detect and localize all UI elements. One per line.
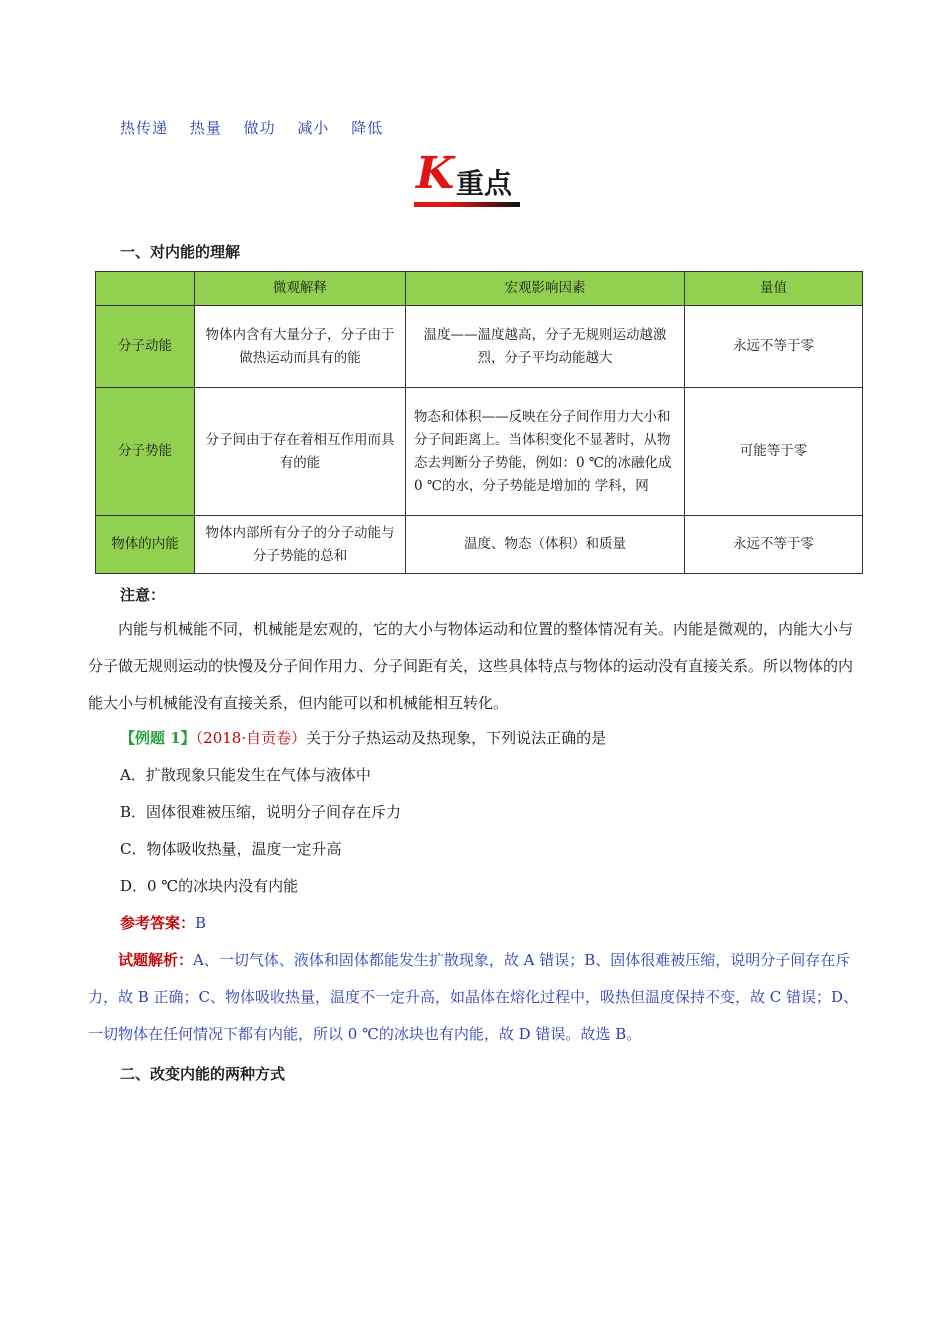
option-d: D．0 ℃的冰块内没有内能 — [120, 877, 299, 895]
table-cell: 物态和体积——反映在分子间作用力大小和分子间距离上。当体积变化不显著时，从物态去判断分子势能，例如：0 ℃的冰融化成 0 ℃的水，分子势能是增加的 学科，网 — [406, 388, 685, 516]
fill-in-answers — [120, 117, 399, 138]
banner-title: 重点 — [456, 167, 513, 200]
internal-energy-table — [95, 271, 863, 574]
table-cell: 可能等于零 — [685, 388, 863, 516]
table-cell: 永远不等于零 — [685, 516, 863, 574]
table-row — [96, 516, 863, 574]
table-cell: 温度——温度越高，分子无规则运动越激烈，分子平均动能越大 — [406, 306, 685, 388]
row-heading: 分子势能 — [96, 388, 195, 516]
table-cell: 温度、物态（体积）和质量 — [406, 516, 685, 574]
answer-value: B — [195, 914, 207, 932]
table-cell: 永远不等于零 — [685, 306, 863, 388]
table-header-cell — [96, 272, 195, 306]
answer-label: 参考答案： — [120, 914, 196, 932]
answer-word: 热量 — [189, 119, 222, 137]
table-header-row — [96, 272, 863, 306]
table-header-cell: 量值 — [685, 272, 863, 306]
analysis-label: 试题解析： — [118, 951, 194, 969]
analysis-text: A、一切气体、液体和固体都能发生扩散现象，故 A 错误；B、固体很难被压缩，说明分子间存在斥力，故 B 正确；C、物体吸收热量，温度不一定升高，如晶体在熔化过程中，吸热但温度保持不变，故 C 错误；D、一切物体在任何情况下都有内能，所以 0 ℃的冰块也有内能，故 D 错误。故选 B。 — [88, 951, 859, 1043]
example-question — [120, 720, 606, 757]
table-row — [96, 388, 863, 516]
table-row — [96, 306, 863, 388]
table-cell: 分子间由于存在着相互作用而具有的能 — [195, 388, 406, 516]
banner-underline — [414, 202, 520, 207]
section-heading: 二、改变内能的两种方式 — [120, 1065, 286, 1083]
question-text: 关于分子热运动及热现象，下列说法正确的是 — [306, 729, 607, 747]
example-source: （2018·自贡卷） — [195, 729, 307, 747]
table-header-cell: 微观解释 — [195, 272, 406, 306]
answer-word: 降低 — [351, 119, 384, 137]
reference-answer — [120, 905, 206, 942]
answer-word: 减小 — [297, 119, 330, 137]
row-heading: 分子动能 — [96, 306, 195, 388]
key-points-banner — [414, 148, 520, 210]
answer-word: 做功 — [243, 119, 276, 137]
table-cell: 物体内含有大量分子，分子由于做热运动而具有的能 — [195, 306, 406, 388]
example-label: 【例题 1】 — [120, 729, 196, 747]
section-heading: 一、对内能的理解 — [120, 243, 241, 261]
table-header-cell: 宏观影响因素 — [406, 272, 685, 306]
option-a: A．扩散现象只能发生在气体与液体中 — [120, 766, 371, 784]
analysis-paragraph — [88, 942, 864, 1053]
option-b: B．固体很难被压缩，说明分子间存在斥力 — [120, 803, 402, 821]
option-c: C．物体吸收热量，温度一定升高 — [120, 840, 342, 858]
note-label: 注意： — [120, 586, 166, 604]
note-paragraph: 内能与机械能不同，机械能是宏观的，它的大小与物体运动和位置的整体情况有关。内能是微观的，内能大小与分子做无规则运动的快慢及分子间作用力、分子间距有关，这些具体特点与物体的运动没有直接关系。所以物体的内能大小与机械能没有直接关系，但内能可以和机械能相互转化。 — [88, 620, 854, 712]
table-cell: 物体内部所有分子的分子动能与分子势能的总和 — [195, 516, 406, 574]
row-heading: 物体的内能 — [96, 516, 195, 574]
answer-word: 热传递 — [120, 119, 169, 137]
banner-letter: K — [416, 148, 455, 199]
